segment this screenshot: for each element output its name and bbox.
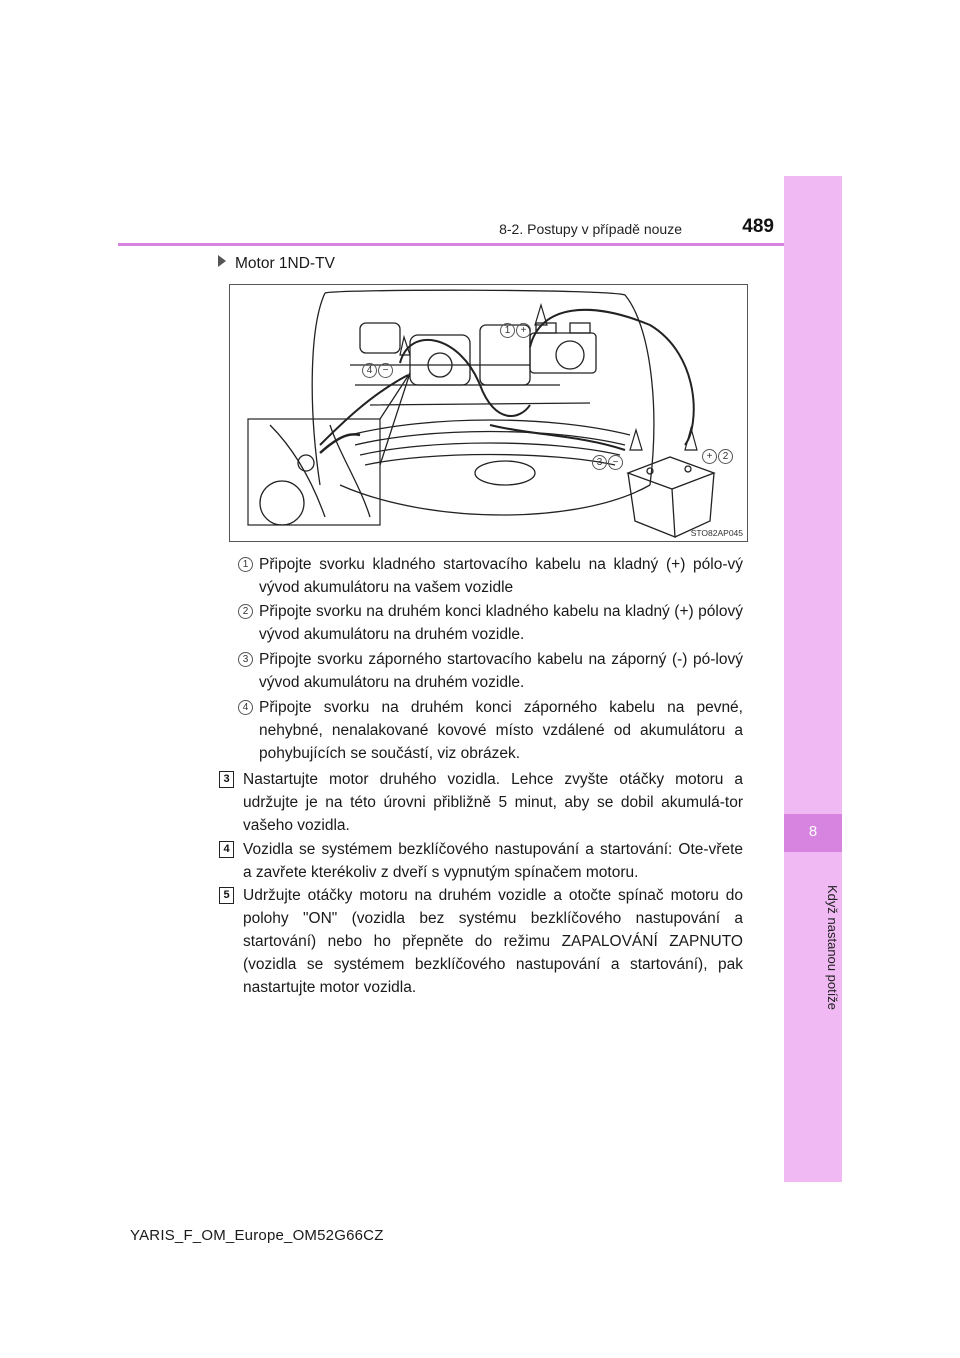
callout-1: 1 xyxy=(500,323,515,338)
step-marker-4: 4 xyxy=(219,841,234,858)
header-rule xyxy=(118,243,784,246)
callout-1-sign: + xyxy=(516,323,531,338)
substep-text-4: Připojte svorku na druhém konci záporného kabelu na pevné, nehybné, nenalakované kovové místo vzdálené od akumulátoru a pohybujících se součástí, viz obrázek. xyxy=(259,699,743,762)
callout-3-sign: − xyxy=(608,455,623,470)
chapter-title: Když nastanou potíže xyxy=(825,885,840,1011)
engine-heading-text: Motor 1ND-TV xyxy=(235,255,335,272)
jump-start-illustration xyxy=(229,284,748,542)
step-marker-5: 5 xyxy=(219,887,234,904)
substep-marker-1: 1 xyxy=(238,557,253,572)
engine-bay-drawing xyxy=(230,285,748,542)
callout-4: 4 xyxy=(362,363,377,378)
figure-code: STO82AP045 xyxy=(690,528,743,538)
page-number: 489 xyxy=(742,216,774,237)
callout-3: 3 xyxy=(592,455,607,470)
substep-text-3: Připojte svorku záporného startovacího kabelu na záporný (-) pó-lový vývod akumulátoru na druhém vozidle. xyxy=(259,651,743,691)
step-text-4: Vozidla se systémem bezklíčového nastupování a startování: Ote-vřete a zavřete kterékoliv z dveří s vypnutým spínačem motoru. xyxy=(243,841,743,881)
substep-text-2: Připojte svorku na druhém konci kladného kabelu na kladný (+) pólový vývod akumulátoru na druhém vozidle. xyxy=(259,603,743,643)
substep-text-1: Připojte svorku kladného startovacího kabelu na kladný (+) pólo-vý vývod akumulátoru na vašem vozidle xyxy=(259,556,743,596)
document-code-footer: YARIS_F_OM_Europe_OM52G66CZ xyxy=(130,1227,384,1244)
chapter-side-tab xyxy=(784,176,842,1182)
callout-2-sign: + xyxy=(702,449,717,464)
chapter-number: 8 xyxy=(808,823,818,840)
step-text-5: Udržujte otáčky motoru na druhém vozidle a otočte spínač motoru do polohy "ON" (vozidla bez systému bezklíčového nastupování a startování) nebo ho přepněte do režimu ZAPALOVÁNÍ ZAPNUTO (vozidla se systémem bezklíčového nastupování a startování), pak nastartujte motor vozidla. xyxy=(243,887,743,996)
substep-marker-3: 3 xyxy=(238,652,253,667)
substep-marker-4: 4 xyxy=(238,700,253,715)
step-text-3: Nastartujte motor druhého vozidla. Lehce zvyšte otáčky motoru a udržujte je na této úrovni přibližně 5 minut, aby se dobil akumulá-tor vašeho vozidla. xyxy=(243,771,743,834)
callout-2: 2 xyxy=(718,449,733,464)
engine-heading xyxy=(218,255,335,273)
triangle-bullet-icon xyxy=(218,255,226,267)
header-section-title: 8-2. Postupy v případě nouze xyxy=(499,221,682,237)
callout-4-sign: − xyxy=(378,363,393,378)
substep-marker-2: 2 xyxy=(238,604,253,619)
step-marker-3: 3 xyxy=(219,771,234,788)
